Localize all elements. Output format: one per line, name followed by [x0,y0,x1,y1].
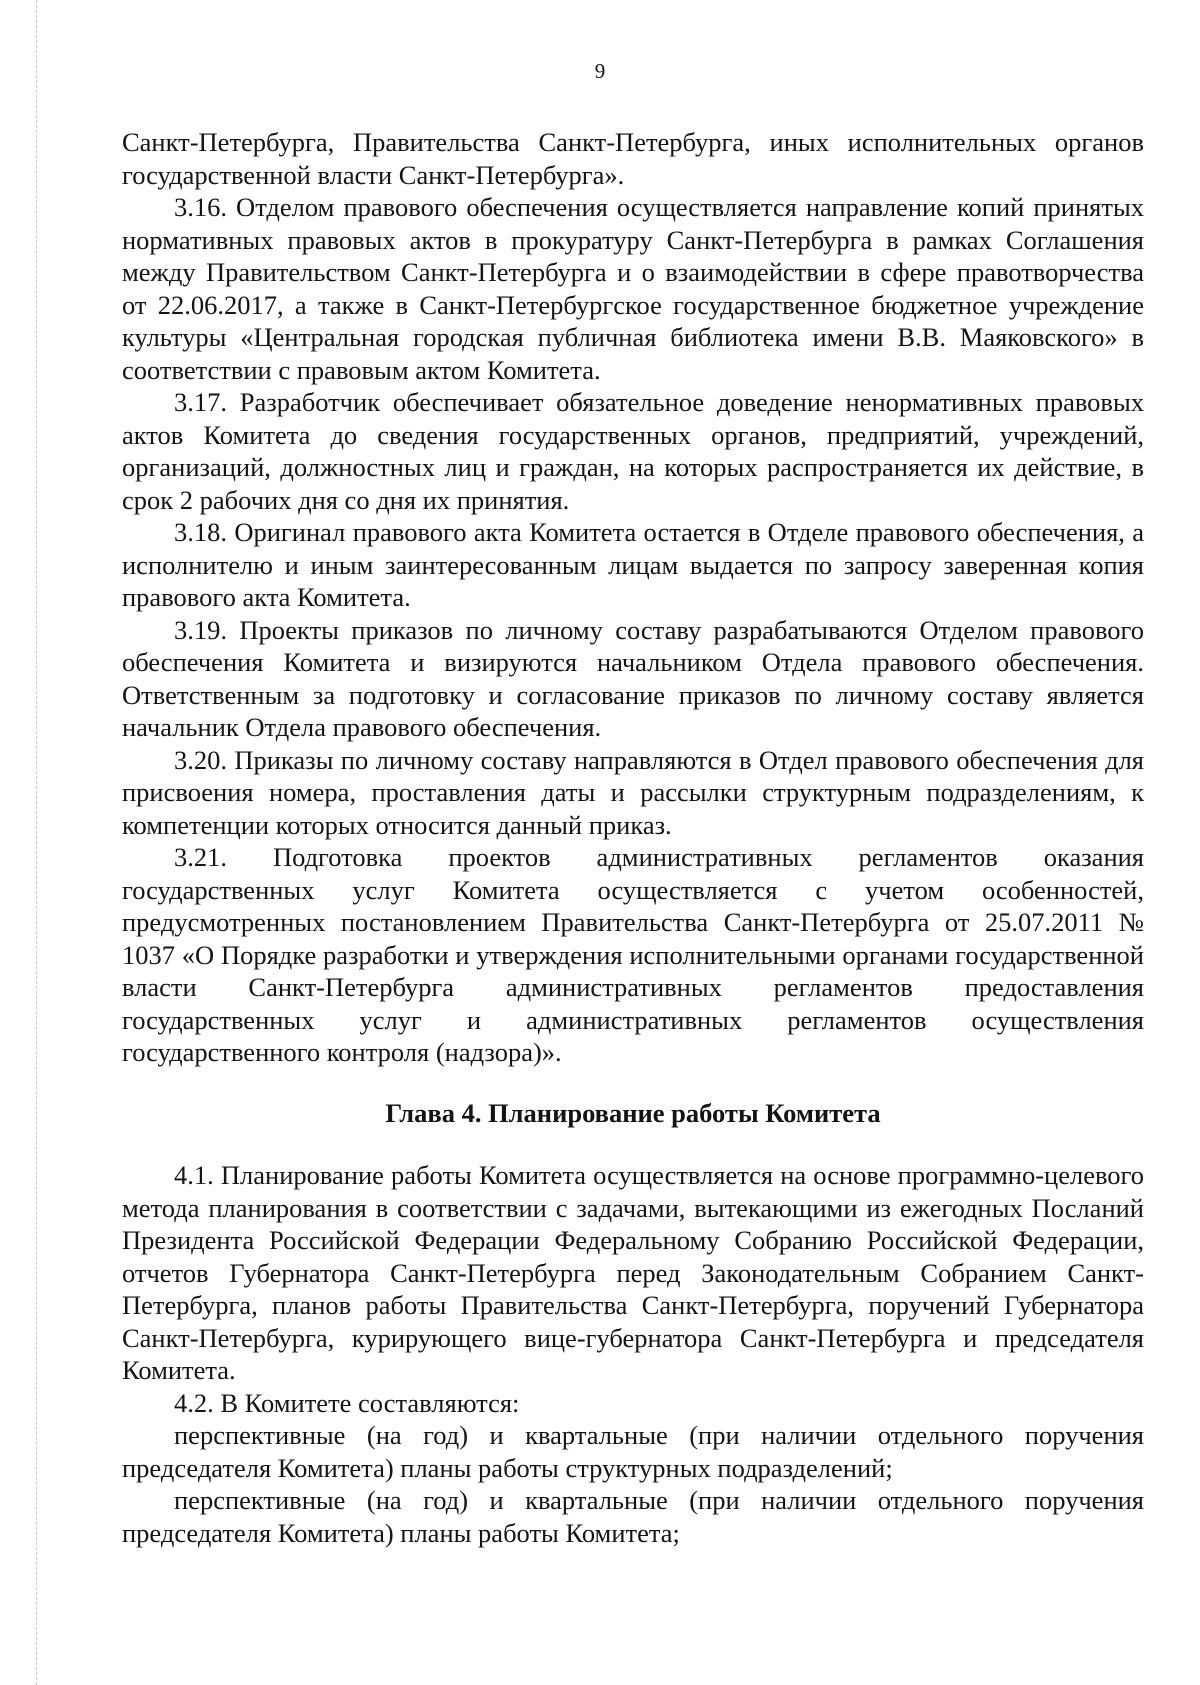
paragraph-4-1: 4.1. Планирование работы Комитета осуществляется на основе программно-целевого метода планирования в соответствии с задачами, вытекающими из ежегодных Посланий Президента Российской Федерации Федеральному Собранию Российской Федерации, отчетов Губернатора Санкт-Петербурга перед Законодательным Собранием Санкт-Петербурга, планов работы Правительства Санкт-Петербурга, поручений Губернатора Санкт-Петербурга, курирующего вице-губернатора Санкт-Петербурга и председателя Комитета. [122,1160,1144,1385]
paragraph-3-16: 3.16. Отделом правового обеспечения осуществляется направление копий принятых нормативных правовых актов в прокуратуру Санкт-Петербурга в рамках Соглашения между Правительством Санкт-Петербурга и о взаимодействии в сфере правотворчества от 22.06.2017, а также в Санкт-Петербургское государственное бюджетное учреждение культуры «Центральная городская публичная библиотека имени В.В. Маяковского» в соответствии с правовым актом Комитета. [122,192,1144,385]
paragraph-3-20: 3.20. Приказы по личному составу направляются в Отдел правового обеспечения для присвоения номера, проставления даты и рассылки структурным подразделениям, к компетенции которых относится данный приказ. [122,744,1144,840]
paragraph-3-17: 3.17. Разработчик обеспечивает обязательное доведение ненормативных правовых актов Комитета до сведения государственных органов, предприятий, учреждений, организаций, должностных лиц и граждан, на которых распространяется их действие, в срок 2 рабочих дня со дня их принятия. [122,387,1144,515]
chapter-4-heading: Глава 4. Планирование работы Комитета [385,1097,881,1128]
paragraph-4-2: 4.2. В Комитете составляются: [174,1387,520,1418]
page-number: 9 [594,59,606,83]
paragraph-3-18: 3.18. Оригинал правового акта Комитета остается в Отделе правового обеспечения, а исполнителю и иным заинтересованным лицам выдается по запросу заверенная копия правового акта Комитета. [122,517,1144,612]
paragraph-4-2-item-b: перспективные (на год) и квартальные (при наличии отдельного поручения председателя Комитета) планы работы Комитета; [122,1485,1144,1548]
paragraph-continuation: Санкт-Петербурга, Правительства Санкт-Петербурга, иных исполнительных органов государственной власти Санкт-Петербурга». [122,127,1144,190]
document-body [122,126,1144,1549]
paragraph-3-19: 3.19. Проекты приказов по личному составу разрабатываются Отделом правового обеспечения Комитета и визируются начальником Отдела правового обеспечения. Ответственным за подготовку и согласование приказов по личному составу является начальник Отдела правового обеспечения. [122,614,1144,742]
paragraph-3-21: 3.21. Подготовка проектов административных регламентов оказания государственных услуг Комитета осуществляется с учетом особенностей, предусмотренных постановлением Правительства Санкт-Петербурга от 25.07.2011 № 1037 «О Порядке разработки и утверждения исполнительными органами государственной власти Санкт-Петербурга административных регламентов предоставления государственных услуг и административных регламентов осуществления государственного контроля (надзора)». [122,842,1144,1067]
paragraph-4-2-item-a: перспективные (на год) и квартальные (при наличии отдельного поручения председателя Комитета) планы работы структурных подразделений; [122,1420,1144,1483]
scan-edge-line [36,0,38,1685]
